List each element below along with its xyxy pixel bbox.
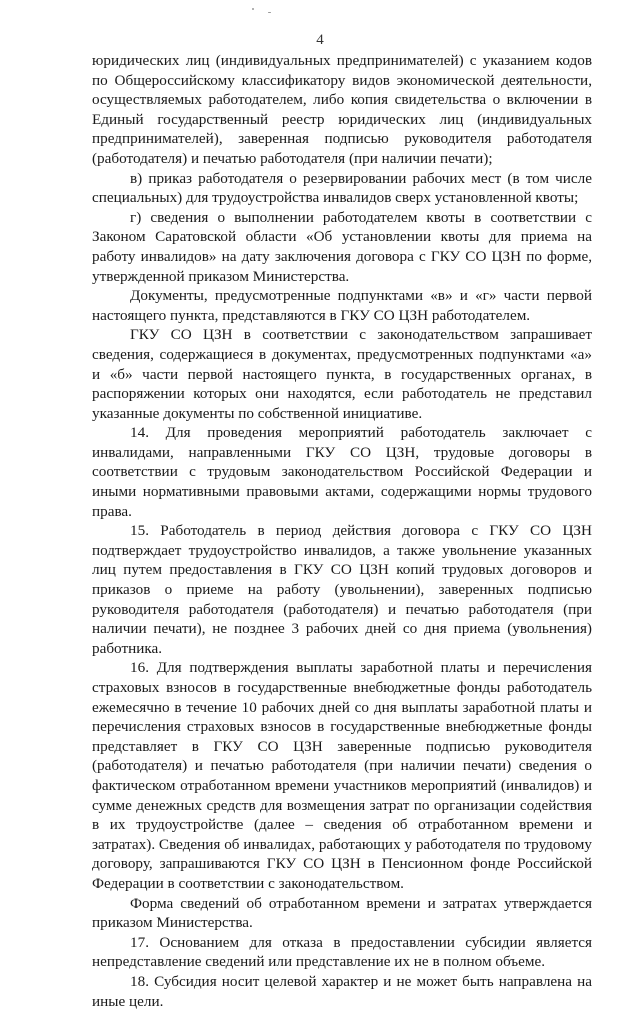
paragraph-clause-17: 17. Основанием для отказа в предоставлении субсидии является непредставление сведений или представление их не в полном объеме. — [92, 933, 592, 971]
paragraph-continuation: юридических лиц (индивидуальных предпринимателей) с указанием кодов по Общероссийскому классификатору видов экономической деятельности, осуществляемых работодателем, либо копия свидетельства о включении в Единый государственный реестр юридических лиц (индивидуальных предпринимателей), заверенная подписью руководителя работодателя (работодателя) и печатью работодателя (при наличии печати); — [92, 52, 592, 167]
scan-speck — [252, 8, 254, 10]
scan-speck — [268, 12, 271, 13]
paragraph-request-info: ГКУ СО ЦЗН в соответствии с законодательством запрашивает сведения, содержащиеся в документах, предусмотренных подпунктами «а» и «б» части первой настоящего пункта, в государственных органах, в распоряжении которых они находятся, если работодатель не представил указанные документы по собственной инициативе. — [92, 326, 592, 422]
paragraph-form-note: Форма сведений об отработанном времени и затратах утверждается приказом Министерства. — [92, 894, 592, 932]
paragraph-clause-15: 15. Работодатель в период действия договора с ГКУ СО ЦЗН подтверждает трудоустройство инвалидов, а также увольнение указанных лиц путем предоставления в ГКУ СО ЦЗН копий трудовых договоров и приказов о приеме на работу (увольнении), заверенных подписью руководителя работодателя (работодателя) и печатью работодателя (при наличии печати), не позднее 3 рабочих дней со дня приема (увольнения) работника. — [92, 522, 592, 657]
document-body — [92, 51, 592, 1011]
paragraph-clause-14: 14. Для проведения мероприятий работодатель заключает с инвалидами, направленными ГКУ СО ЦЗН, трудовые договоры в соответствии с трудовым законодательством Российской Федерации и иными нормативными правовыми актами, содержащими нормы трудового права. — [92, 424, 592, 520]
paragraph-clause-18: 18. Субсидия носит целевой характер и не может быть направлена на иные цели. — [92, 972, 592, 1010]
paragraph-item-g: г) сведения о выполнении работодателем квоты в соответствии с Законом Саратовской области «Об установлении квоты для приема на работу инвалидов» на дату заключения договора с ГКУ СО ЦЗН по форме, утвержденной приказом Министерства. — [92, 208, 592, 285]
page-number: 4 — [316, 32, 324, 48]
paragraph-item-v: в) приказ работодателя о резервировании рабочих мест (в том числе специальных) для трудоустройства инвалидов сверх установленной квоты; — [92, 169, 592, 207]
paragraph-documents-note: Документы, предусмотренные подпунктами «в» и «г» части первой настоящего пункта, представляются в ГКУ СО ЦЗН работодателем. — [92, 287, 592, 324]
paragraph-clause-16: 16. Для подтверждения выплаты заработной платы и перечисления страховых взносов в государственные внебюджетные фонды работодатель ежемесячно в течение 10 рабочих дней со дня выплаты заработной платы и перечисления страховых взносов в государственные внебюджетные фонды представляет в ГКУ СО ЦЗН заверенные подписью руководителя (работодателя) и печатью работодателя (при наличии печати) сведения о фактическом отработанном времени участников мероприятий (инвалидов) и сумме денежных средств для возмещения затрат по организации содействия в их трудоустройстве (далее – сведения об отработанном времени и затратах). Сведения об инвалидах, работающих у работодателя по трудовому договору, запрашиваются ГКУ СО ЦЗН в Пенсионном фонде Российской Федерации в соответствии с законодательством. — [92, 659, 592, 892]
